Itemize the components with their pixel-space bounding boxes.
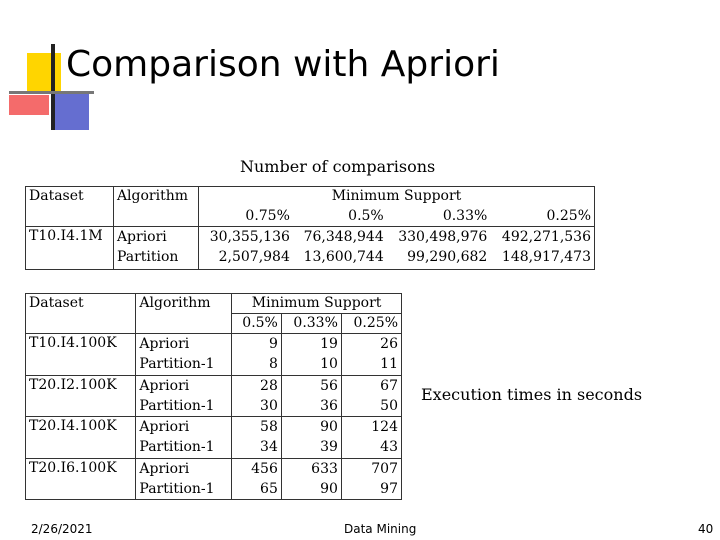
algorithm-name: Partition-1 <box>139 480 215 497</box>
value-cell <box>232 375 282 416</box>
value: 11 <box>380 356 398 373</box>
value: 707 <box>371 460 398 477</box>
value: 148,917,473 <box>501 249 591 266</box>
value: 90 <box>320 419 338 436</box>
value: 58 <box>260 419 278 436</box>
value: 34 <box>260 439 278 456</box>
algorithm-cell <box>136 334 232 375</box>
dataset-cell: T20.I6.100K <box>26 458 136 499</box>
algorithm-cell <box>136 417 232 458</box>
value: 30 <box>260 397 278 414</box>
value-cell <box>341 375 401 416</box>
value: 99,290,682 <box>407 249 488 266</box>
corner-decoration-yellow <box>27 53 61 93</box>
value: 28 <box>260 377 278 394</box>
value: 19 <box>320 336 338 353</box>
corner-decoration-blue <box>55 94 89 130</box>
slide-title: Comparison with Apriori <box>66 44 500 85</box>
corner-decoration-red <box>9 95 49 115</box>
value: 2,507,984 <box>218 249 290 266</box>
table-row <box>26 334 402 375</box>
header-algorithm: Algorithm <box>113 187 198 227</box>
support-value: 0.25% <box>490 207 594 227</box>
value-cell <box>341 334 401 375</box>
corner-decoration-vertical-line <box>51 44 55 130</box>
value-cell <box>198 227 292 270</box>
table-row <box>26 375 402 416</box>
value-cell <box>341 417 401 458</box>
algorithm-name: Apriori <box>116 229 167 246</box>
algorithm-name: Apriori <box>139 336 190 353</box>
caption-number-of-comparisons: Number of comparisons <box>240 157 436 176</box>
dataset-cell: T10.I4.100K <box>26 334 136 375</box>
algorithm-name: Apriori <box>139 419 190 436</box>
value: 76,348,944 <box>303 229 384 246</box>
value-cell <box>281 375 341 416</box>
value: 65 <box>260 480 278 497</box>
value-cell <box>387 227 491 270</box>
algorithm-name: Partition-1 <box>139 439 215 456</box>
value: 30,355,136 <box>209 229 290 246</box>
table-header-row <box>26 294 402 314</box>
value-cell <box>293 227 387 270</box>
header-algorithm: Algorithm <box>136 294 232 334</box>
footer-date: 2/26/2021 <box>31 522 93 536</box>
value: 9 <box>268 336 278 353</box>
support-value: 0.5% <box>293 207 387 227</box>
header-minimum-support: Minimum Support <box>232 294 402 314</box>
value: 43 <box>380 439 398 456</box>
support-value: 0.75% <box>198 207 292 227</box>
value: 10 <box>320 356 338 373</box>
table-row <box>26 458 402 499</box>
value-cell <box>341 458 401 499</box>
footer-title: Data Mining <box>344 522 417 536</box>
value-cell <box>232 417 282 458</box>
algorithm-name: Apriori <box>139 377 190 394</box>
value: 90 <box>320 480 338 497</box>
value: 633 <box>311 460 338 477</box>
value: 36 <box>320 397 338 414</box>
header-dataset: Dataset <box>26 187 114 227</box>
algorithm-cell <box>136 375 232 416</box>
value: 50 <box>380 397 398 414</box>
corner-decoration-horizontal-line <box>9 91 94 94</box>
table-row <box>26 227 595 270</box>
support-value: 0.33% <box>281 314 341 334</box>
value: 13,600,744 <box>303 249 384 266</box>
value: 56 <box>320 377 338 394</box>
value: 124 <box>371 419 398 436</box>
footer-page-number: 40 <box>698 522 714 536</box>
support-value: 0.25% <box>341 314 401 334</box>
dataset-cell: T20.I2.100K <box>26 375 136 416</box>
execution-times-table <box>25 293 402 500</box>
value: 456 <box>251 460 278 477</box>
algorithm-cell <box>113 227 198 270</box>
table-header-row <box>26 187 595 207</box>
value: 39 <box>320 439 338 456</box>
support-value: 0.33% <box>387 207 491 227</box>
value: 330,498,976 <box>398 229 488 246</box>
algorithm-name: Partition <box>116 249 179 266</box>
value: 67 <box>380 377 398 394</box>
table-row <box>26 417 402 458</box>
value-cell <box>232 458 282 499</box>
value-cell <box>232 334 282 375</box>
value: 492,271,536 <box>501 229 591 246</box>
value-cell <box>281 417 341 458</box>
caption-execution-times: Execution times in seconds <box>421 385 643 404</box>
algorithm-name: Apriori <box>139 460 190 477</box>
dataset-cell: T20.I4.100K <box>26 417 136 458</box>
value-cell <box>490 227 594 270</box>
algorithm-name: Partition-1 <box>139 356 215 373</box>
algorithm-name: Partition-1 <box>139 397 215 414</box>
algorithm-cell <box>136 458 232 499</box>
dataset-cell: T10.I4.1M <box>26 227 114 270</box>
value: 26 <box>380 336 398 353</box>
header-minimum-support: Minimum Support <box>198 187 594 207</box>
value: 8 <box>268 356 278 373</box>
value: 97 <box>380 480 398 497</box>
header-dataset: Dataset <box>26 294 136 334</box>
value-cell <box>281 458 341 499</box>
comparisons-table <box>25 186 595 270</box>
support-value: 0.5% <box>232 314 282 334</box>
value-cell <box>281 334 341 375</box>
